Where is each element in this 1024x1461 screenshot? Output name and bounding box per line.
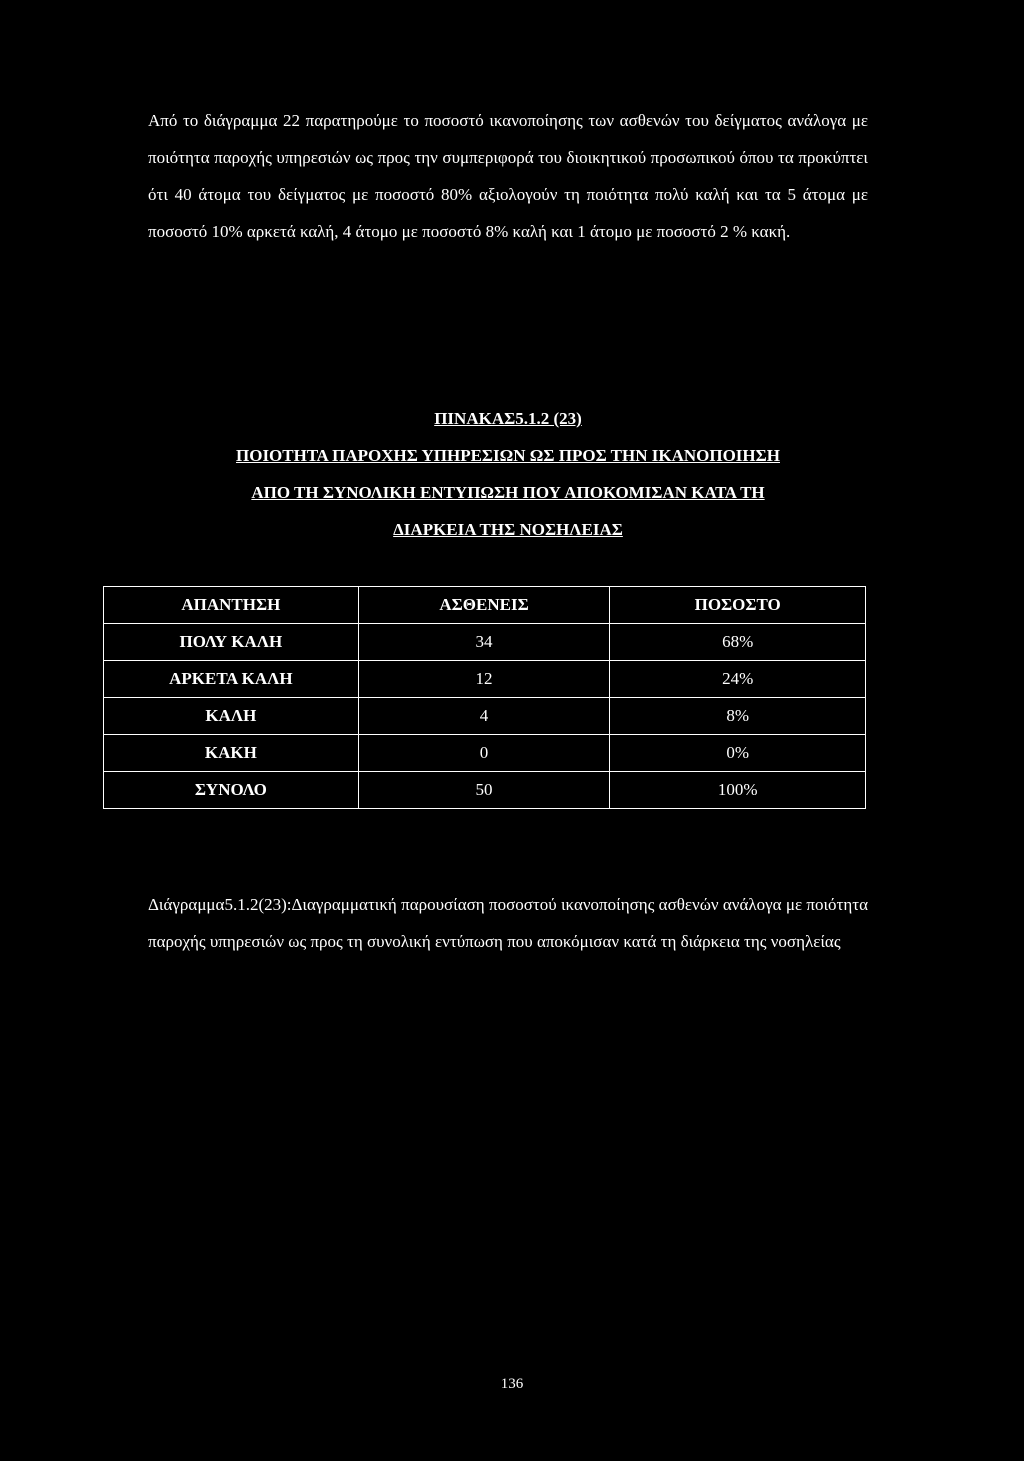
table-title-line-3: ΔΙΑΡΚΕΙΑ ΤΗΣ ΝΟΣΗΛΕΙΑΣ (393, 520, 623, 539)
row-patients: 0 (358, 735, 610, 772)
table-row (104, 624, 866, 661)
header-answer: ΑΠΑΝΤΗΣΗ (104, 587, 359, 624)
row-patients: 34 (358, 624, 610, 661)
page-number: 136 (500, 1376, 524, 1392)
chart-caption: Διάγραμμα5.1.2(23):Διαγραμματική παρουσίαση ποσοστού ικανοποίησης ασθενών ανάλογα με ποιότητα παροχής υπηρεσιών ως προς τη συνολική εντύπωση που αποκόμισαν κατά τη διάρκεια της νοσηλείας (148, 895, 868, 951)
row-patients: 12 (358, 661, 610, 698)
table-row (104, 735, 866, 772)
table-title-line-2: ΑΠΟ ΤΗ ΣΥΝΟΛΙΚΗ ΕΝΤΥΠΩΣΗ ΠΟΥ ΑΠΟΚΟΜΙΣΑΝ ΚΑΤΑ ΤΗ (251, 483, 765, 502)
table-header-row (104, 587, 866, 624)
row-percentage: 68% (610, 624, 866, 661)
row-percentage: 100% (610, 772, 866, 809)
intro-paragraph: Από το διάγραμμα 22 παρατηρούμε το ποσοστό ικανοποίησης των ασθενών του δείγματος ανάλογα με ποιότητα παροχής υπηρεσιών ως προς την συμπεριφορά του διοικητικού προσωπικού όπου τα προκύπτει ότι 40 άτομα του δείγματος με ποσοστό 80% αξιολογούν τη ποιότητα πολύ καλή και τα 5 άτομα με ποσοστό 10% αρκετά καλή, 4 άτομο με ποσοστό 8% καλή και 1 άτομο με ποσοστό 2 % κακή. (148, 111, 868, 241)
row-percentage: 8% (610, 698, 866, 735)
header-patients: ΑΣΘΕΝΕΙΣ (358, 587, 610, 624)
row-patients: 4 (358, 698, 610, 735)
table-heading (148, 400, 868, 548)
row-answer: ΚΑΚΗ (104, 735, 359, 772)
table-number: ΠΙΝΑΚΑΣ5.1.2 (23) (434, 409, 582, 428)
table-row (104, 661, 866, 698)
row-answer: ΚΑΛΗ (104, 698, 359, 735)
table-title-line-1: ΠΟΙΟΤΗΤΑ ΠΑΡΟΧΗΣ ΥΠΗΡΕΣΙΩΝ ΩΣ ΠΡΟΣ ΤΗΝ ΙΚΑΝΟΠΟΙΗΣΗ (236, 446, 780, 465)
row-percentage: 24% (610, 661, 866, 698)
table-row-total (104, 772, 866, 809)
row-answer: ΠΟΛΥ ΚΑΛΗ (104, 624, 359, 661)
row-percentage: 0% (610, 735, 866, 772)
row-answer: ΑΡΚΕΤΑ ΚΑΛΗ (104, 661, 359, 698)
table-row (104, 698, 866, 735)
results-table (103, 586, 866, 809)
row-answer: ΣΥΝΟΛΟ (104, 772, 359, 809)
header-percentage: ΠΟΣΟΣΤΟ (610, 587, 866, 624)
row-patients: 50 (358, 772, 610, 809)
